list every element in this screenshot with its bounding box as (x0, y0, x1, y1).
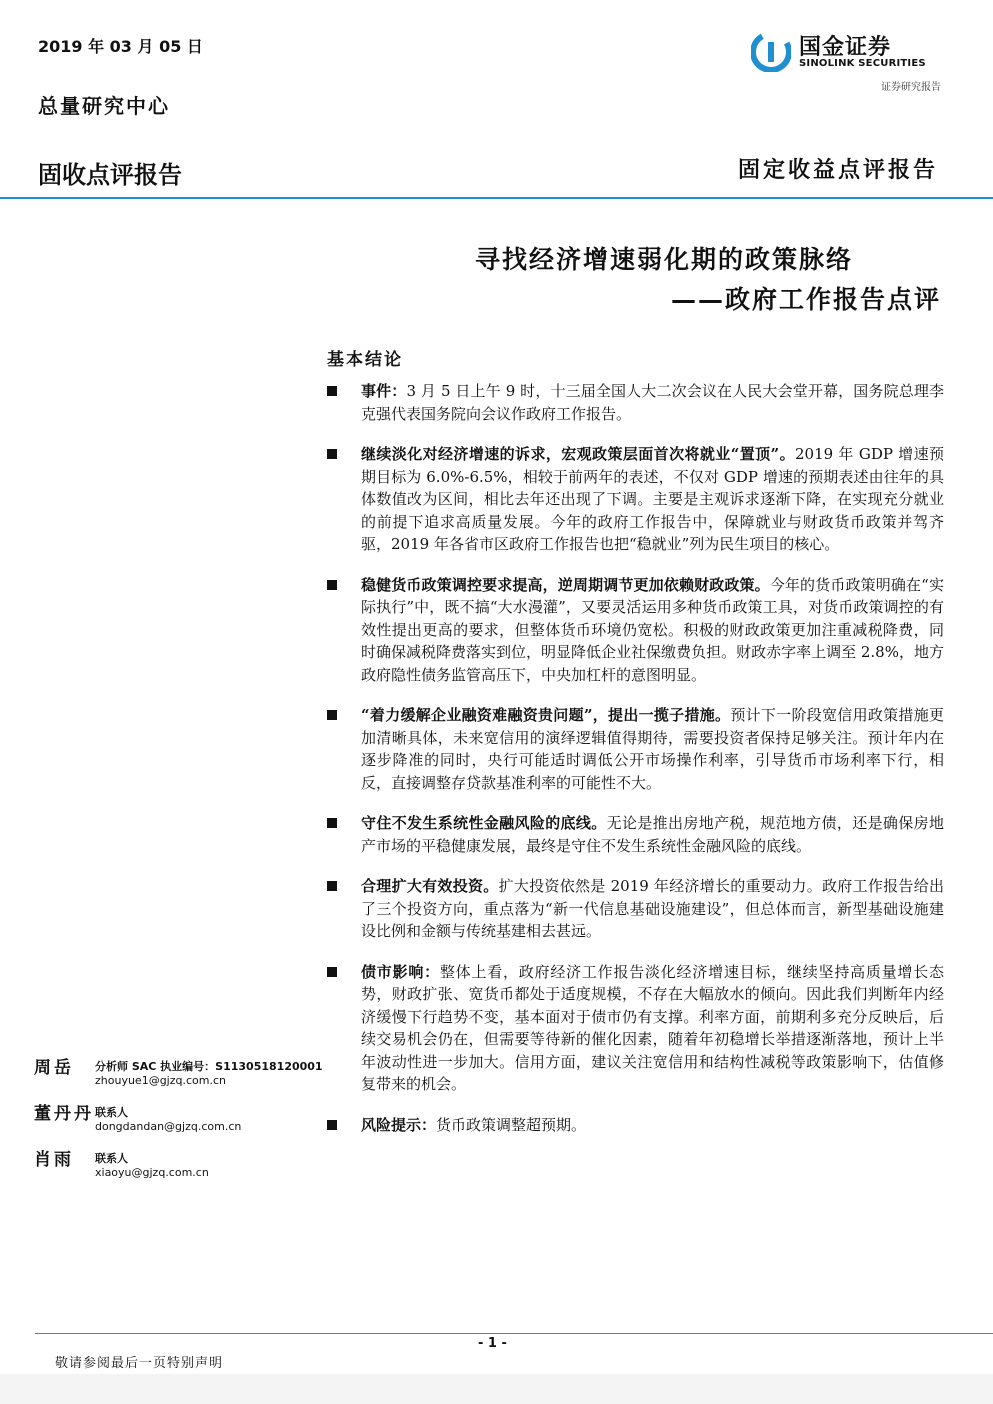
list-item (327, 704, 944, 794)
bullet-lead: 事件： (361, 382, 407, 400)
logo-name-en: SINOLINK SECURITIES (799, 58, 926, 69)
author-name: 周岳 (34, 1058, 74, 1078)
bullet-square-icon (327, 1120, 337, 1130)
author-email[interactable]: dongdandan@gjzq.com.cn (95, 1120, 242, 1133)
bullet-lead: 稳健货币政策调控要求提高，逆周期调节更加依赖财政政策。 (361, 575, 770, 594)
footer-band (0, 1374, 993, 1404)
bullet-text: 货币政策调整超预期。 (436, 1115, 587, 1134)
list-item (327, 574, 944, 687)
report-date: 2019 年 03 月 05 日 (38, 37, 203, 56)
bullet-square-icon (327, 710, 337, 720)
author-name: 肖雨 (34, 1150, 74, 1170)
bullet-text: 3 月 5 日上午 9 时，十三届全国人大二次会议在人民大会堂开幕，国务院总理李克强代表国务院向会议作政府工作报告。 (361, 382, 944, 423)
report-type-left: 固收点评报告 (38, 161, 182, 189)
author-entry (34, 1145, 304, 1191)
bullet-square-icon (327, 967, 337, 977)
author-list (34, 1053, 323, 1191)
bullet-square-icon (327, 386, 337, 396)
logo-subtitle: 证券研究报告 (881, 82, 941, 93)
author-entry (34, 1099, 304, 1145)
bullet-lead: “着力缓解企业融资难融资贵问题”，提出一揽子措施。 (361, 706, 731, 724)
section-heading: 基本结论 (327, 350, 403, 370)
logo-name-cn: 国金证券 (799, 35, 892, 60)
author-email[interactable]: xiaoyu@gjzq.com.cn (95, 1166, 209, 1179)
bullet-lead: 风险提示： (361, 1115, 437, 1134)
report-title: 寻找经济增速弱化期的政策脉络 (474, 245, 853, 274)
bullet-text: 2019 年 GDP 增速预期目标为 6.0%-6.5%，相较于前两年的表述，不仅对 GDP 增速的预期表述由往年的具体数值改为区间，相比去年还出现了下调。主要是主观诉求逐渐下降，在实现充分就业的前提下追求高质量发展。今年的政府工作报告中，保障就业与财政货币政策并驾齐驱，2019 年各省市区政府工作报告也把“稳就业”列为民生项目的核心。 (361, 445, 944, 553)
sinolink-logo-icon (751, 32, 791, 72)
bullet-square-icon (327, 818, 337, 828)
author-role: 联系人 (95, 1152, 128, 1165)
header-divider (0, 197, 993, 199)
bullet-text: 今年的货币政策明确在“实际执行”中，既不搞“大水漫灌”，又要灵活运用多种货币政策工具，对货币政策调控的有效性提出更高的要求，但整体货币环境仍宽松。积极的财政政策更加注重减税降费，同时确保减税降费落实到位，明显降低企业社保缴费负担。财政赤字率上调至 2.8%，地方政府隐性债务监管高压下，中央加杠杆的意图明显。 (361, 575, 944, 684)
bullet-text: 预计下一阶段宽信用政策措施更加清晰具体，未来宽信用的演绎逻辑值得期待，需要投资者保持足够关注。预计年内在逐步降准的同时，央行可能适时调低公开市场操作利率，引导货币市场利率下行，相反，直接调整存贷款基准利率的可能性不大。 (361, 706, 944, 792)
footer-disclaimer: 敬请参阅最后一页特别声明 (55, 1356, 224, 1371)
list-item (327, 380, 944, 425)
department-name: 总量研究中心 (38, 94, 170, 118)
list-item (327, 443, 944, 556)
bullet-lead: 合理扩大有效投资。 (361, 877, 499, 895)
report-type-right: 固定收益点评报告 (737, 157, 938, 183)
author-name: 董丹丹 (34, 1104, 94, 1124)
author-role: 分析师 SAC 执业编号：S1130518120001 (95, 1060, 323, 1073)
conclusion-list (327, 380, 944, 1154)
list-item (327, 961, 944, 1096)
author-email[interactable]: zhouyue1@gjzq.com.cn (95, 1074, 226, 1087)
bullet-lead: 债市影响： (361, 962, 440, 981)
report-subtitle: ——政府工作报告点评 (670, 285, 941, 314)
list-item (327, 812, 944, 857)
bullet-text: 扩大投资依然是 2019 年经济增长的重要动力。政府工作报告给出了三个投资方向，重点落为“新一代信息基础设施建设”，但总体而言，新型基础设施建设比例和金额与传统基建相去甚远。 (361, 877, 944, 940)
bullet-lead: 守住不发生系统性金融风险的底线。 (361, 814, 607, 832)
bullet-square-icon (327, 580, 337, 590)
list-item (327, 875, 944, 943)
company-logo (751, 30, 941, 76)
bullet-text: 整体上看，政府经济工作报告淡化经济增速目标，继续坚持高质量增长态势，财政扩张、宽货币都处于适度规模，不存在大幅放水的倾向。因此我们判断年内经济缓慢下行趋势不变，基本面对于债市仍有支撑。利率方面，前期利多充分反映后，后续交易机会仍在，但需要等待新的催化因素，随着年初稳增长举措逐渐落地，预计上半年波动性进一步加大。信用方面，建议关注宽信用和结构性减税等政策影响下，估值修复带来的机会。 (361, 962, 944, 1093)
bullet-text: 无论是推出房地产税，规范地方债，还是确保房地产市场的平稳健康发展，最终是守住不发生系统性金融风险的底线。 (361, 814, 944, 855)
page-number: - 1 - (478, 1336, 507, 1351)
author-entry (34, 1053, 323, 1099)
bullet-square-icon (327, 881, 337, 891)
list-item (327, 1114, 944, 1137)
footer-divider (35, 1333, 993, 1334)
bullet-square-icon (327, 449, 337, 459)
bullet-lead: 继续淡化对经济增速的诉求，宏观政策层面首次将就业“置顶”。 (361, 445, 795, 463)
author-role: 联系人 (95, 1106, 128, 1119)
